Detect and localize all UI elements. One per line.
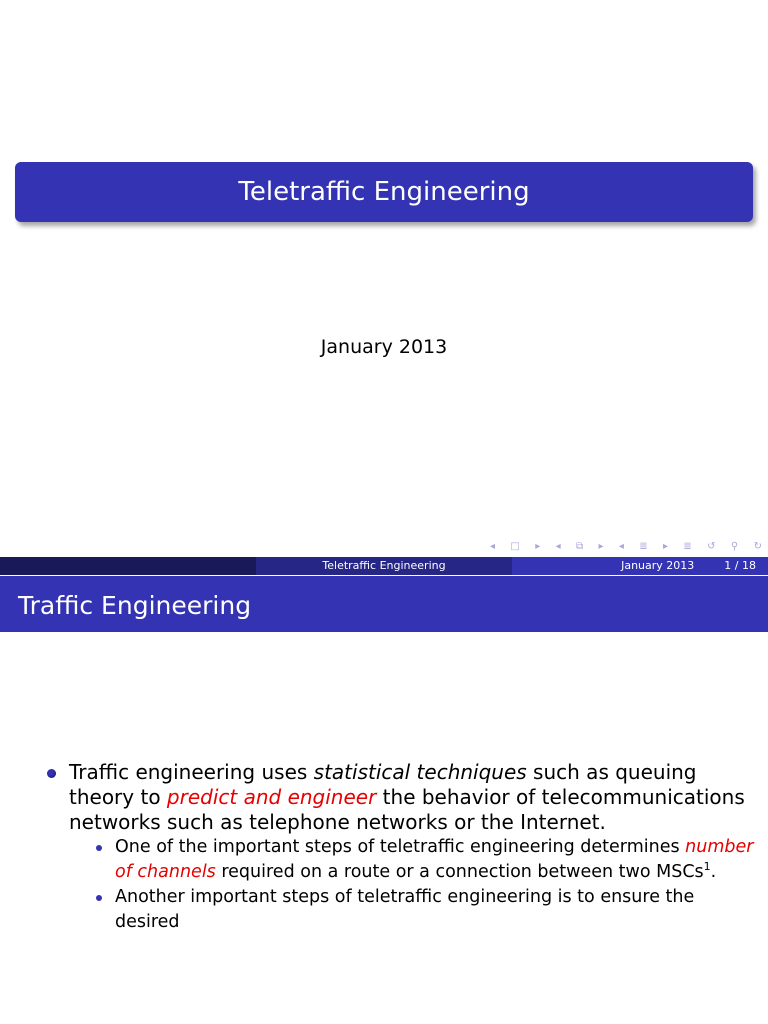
highlight-text: predict and engineer bbox=[166, 785, 377, 809]
text-span: . bbox=[710, 862, 717, 882]
sub-bullet-icon bbox=[96, 845, 102, 851]
nav-section-icon[interactable]: ≣ bbox=[639, 540, 648, 552]
nav-prev-subsection-icon[interactable]: ◂ bbox=[555, 540, 561, 552]
nav-back-icon[interactable]: ↺ bbox=[707, 540, 716, 552]
footnote-marker[interactable]: 1 bbox=[703, 860, 711, 874]
presentation-title: Teletraffic Engineering bbox=[238, 177, 530, 207]
highlight-text: number of channels bbox=[115, 837, 754, 882]
footer-date: January 2013 bbox=[621, 559, 695, 572]
beamer-navigation-bar bbox=[490, 537, 762, 555]
emphasis-text: statistical techniques bbox=[313, 760, 527, 784]
bullet-icon bbox=[47, 769, 56, 778]
footer-page-number: 1 / 18 bbox=[724, 559, 756, 572]
text-span: Traffic engineering uses bbox=[69, 760, 314, 784]
nav-prev-frame-icon[interactable]: ◂ bbox=[490, 540, 496, 552]
content-slide bbox=[0, 576, 768, 1024]
nav-search-icon[interactable]: ⚲ bbox=[730, 540, 739, 552]
text-span: Another important steps of teletraffic engineering is to ensure the desired bbox=[115, 887, 695, 932]
sub-bullet-item bbox=[0, 835, 768, 885]
sub-bullet-icon bbox=[96, 895, 102, 901]
text-span: required on a route or a connection between two MSCs bbox=[215, 862, 704, 882]
text-span: the behavior of telecommunications networks such as telephone networks or the Internet. bbox=[69, 785, 745, 834]
text-span: such as queuing theory to bbox=[69, 760, 697, 809]
nav-align-icon[interactable]: ≣ bbox=[683, 540, 692, 552]
nav-subsection-icon[interactable]: ⧉ bbox=[575, 540, 584, 552]
nav-forward-icon[interactable]: ↻ bbox=[753, 540, 762, 552]
nav-next-frame-icon[interactable]: ▸ bbox=[535, 540, 541, 552]
nav-prev-section-icon[interactable]: ◂ bbox=[618, 540, 624, 552]
slide-footer bbox=[0, 557, 768, 575]
presentation-title-box bbox=[15, 162, 753, 222]
presentation-date: January 2013 bbox=[320, 336, 448, 358]
bullet-item bbox=[0, 760, 768, 835]
footer-left-segment bbox=[0, 557, 256, 575]
sub-bullet-item bbox=[0, 885, 768, 935]
frame-title: Traffic Engineering bbox=[0, 576, 768, 632]
nav-next-subsection-icon[interactable]: ▸ bbox=[598, 540, 604, 552]
nav-next-section-icon[interactable]: ▸ bbox=[663, 540, 669, 552]
text-span: One of the important steps of teletraffic engineering determines bbox=[115, 837, 686, 857]
nav-frame-icon[interactable]: □ bbox=[510, 540, 520, 552]
slide-content bbox=[0, 760, 768, 935]
footer-right-segment bbox=[512, 557, 768, 575]
footer-title: Teletraffic Engineering bbox=[256, 557, 512, 575]
